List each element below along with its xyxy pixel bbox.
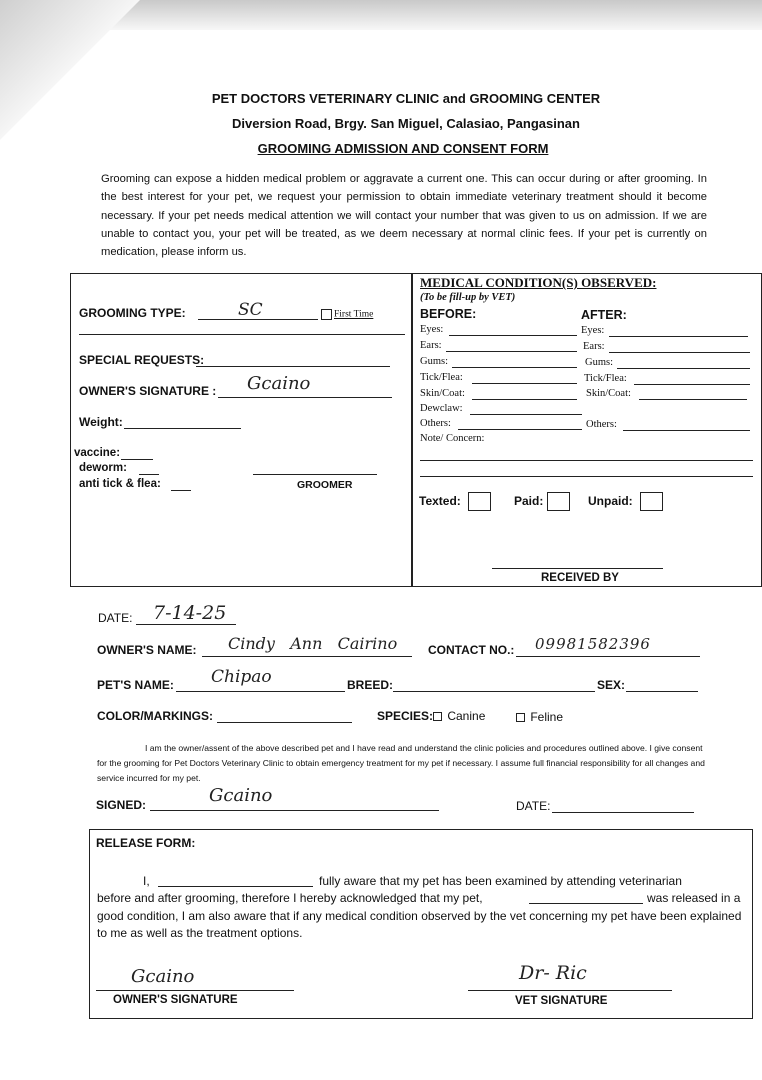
breed-line[interactable]	[393, 691, 595, 692]
before-skin-label: Skin/Coat:	[420, 388, 465, 399]
intro-paragraph: Grooming can expose a hidden medical problem or aggravate a current one. This can occur during or after grooming. In the best interest for your pet, we request your permission to obtain immediate veterinary treatment should it become necessary. If your pet needs medical attention we will contact your number that was given to us on admission. If we are unable to contact you, your pet will be treated, as we deem necessary at normal clinic fees. If your pet is currently on medication, please inform us.	[101, 173, 707, 259]
vaccine-label: vaccine:	[74, 447, 121, 459]
before-tick-line[interactable]	[472, 383, 577, 384]
consent-date-label: DATE:	[516, 799, 551, 813]
date-value[interactable]: 7-14-25	[153, 602, 227, 624]
pet-name-label: PET'S NAME:	[97, 678, 174, 692]
breed-label: BREED:	[347, 678, 394, 692]
unpaid-checkbox[interactable]	[640, 492, 663, 511]
note-line-2[interactable]	[420, 476, 753, 477]
vet-signature-label: VET SIGNATURE	[515, 995, 608, 1007]
texted-checkbox[interactable]	[468, 492, 491, 511]
canine-label: Canine	[447, 709, 486, 723]
weight-label: Weight:	[79, 415, 123, 429]
first-time-label: First Time	[334, 309, 374, 320]
sex-line[interactable]	[626, 691, 698, 692]
before-ears-line[interactable]	[446, 351, 577, 352]
special-requests-label: SPECIAL REQUESTS:	[79, 353, 205, 367]
owner-signature-line[interactable]	[218, 397, 392, 398]
release-pet-line[interactable]	[529, 903, 643, 904]
after-eyes-label: Eyes:	[581, 325, 605, 336]
before-gums-label: Gums:	[420, 356, 449, 367]
species-label: SPECIES:	[377, 709, 434, 723]
signed-handwriting: Gcaino	[209, 785, 273, 806]
first-time-box[interactable]	[321, 309, 332, 320]
received-by-label: RECEIVED BY	[541, 572, 619, 584]
release-line1-text: fully aware that my pet has been examined by attending veterinarian	[319, 874, 682, 888]
release-line2-text: before and after grooming, therefore I hereby acknowledged that my pet,	[97, 891, 483, 905]
texted-label: Texted:	[419, 494, 461, 508]
after-label: AFTER:	[581, 308, 627, 322]
medical-title: MEDICAL CONDITION(S) OBSERVED:	[420, 275, 657, 290]
after-others-label: Others:	[586, 419, 617, 430]
before-gums-line[interactable]	[452, 367, 577, 368]
form-title: GROOMING ADMISSION AND CONSENT FORM	[257, 141, 549, 156]
consent-date-line[interactable]	[552, 812, 694, 813]
species-canine-option[interactable]	[433, 709, 485, 723]
clinic-address: Diversion Road, Brgy. San Miguel, Calasiao, Pangasinan	[232, 116, 580, 131]
after-gums-label: Gums:	[585, 357, 614, 368]
before-label: BEFORE:	[420, 307, 477, 321]
paid-checkbox[interactable]	[547, 492, 570, 511]
release-title: RELEASE FORM:	[96, 836, 196, 850]
grooming-type-label: GROOMING TYPE:	[79, 306, 186, 320]
release-owner-signature-label: OWNER'S SIGNATURE	[113, 994, 238, 1006]
date-label: DATE:	[98, 611, 133, 625]
species-feline-option[interactable]	[516, 710, 563, 724]
release-i: I,	[143, 874, 150, 888]
before-others-label: Others:	[420, 418, 451, 429]
release-owner-signature-line[interactable]	[96, 990, 294, 991]
contact-value[interactable]: 09981582396	[535, 635, 651, 653]
after-skin-label: Skin/Coat:	[586, 388, 631, 399]
consent-text: I am the owner/assent of the above described pet and I have read and understand the clinic policies and procedures outlined above. I give consent for the grooming for Pet Doctors Veterinary Clinic to obtain emergency treatment for my pet if necessary. I assume full financial responsibility for all changes and service incurred for my pet.	[97, 743, 705, 784]
after-ears-label: Ears:	[583, 341, 605, 352]
before-eyes-label: Eyes:	[420, 324, 444, 335]
note-line-1[interactable]	[420, 460, 753, 461]
groomer-line[interactable]	[253, 474, 377, 475]
before-ears-label: Ears:	[420, 340, 442, 351]
grooming-extra-line	[79, 334, 405, 335]
owner-signature-handwriting: Gcaino	[247, 373, 311, 394]
pet-name-value[interactable]: Chipao	[211, 667, 272, 687]
before-tick-label: Tick/Flea:	[420, 372, 463, 383]
after-ears-line[interactable]	[609, 352, 750, 353]
before-dewclaw-line[interactable]	[470, 414, 582, 415]
before-others-line[interactable]	[458, 429, 582, 430]
owner-name-line[interactable]	[202, 656, 412, 657]
before-skin-line[interactable]	[472, 399, 577, 400]
note-concern-label: Note/ Concern:	[420, 433, 485, 444]
release-name-line[interactable]	[158, 886, 313, 887]
owner-name-label: OWNER'S NAME:	[97, 643, 197, 657]
groomer-label: GROOMER	[297, 479, 353, 491]
anti-tick-line[interactable]	[171, 490, 191, 491]
after-gums-line[interactable]	[617, 368, 750, 369]
signed-label: SIGNED:	[96, 798, 147, 812]
paid-label: Paid:	[514, 494, 544, 508]
release-line3-text: good condition, I am also aware that if any medical condition observed by the vet concerning my pet have been explained to me as well as the treatment options.	[97, 909, 742, 940]
box-divider	[411, 274, 413, 587]
vet-signature-line[interactable]	[468, 990, 672, 991]
feline-label: Feline	[530, 710, 564, 724]
deworm-line[interactable]	[139, 474, 159, 475]
owner-name-value[interactable]: Cindy Ann Cairino	[228, 634, 398, 653]
vaccine-line[interactable]	[121, 459, 153, 460]
vet-signature-handwriting: Dr- Ric	[519, 962, 587, 984]
color-markings-line[interactable]	[217, 722, 352, 723]
after-skin-line[interactable]	[639, 399, 747, 400]
anti-tick-label: anti tick & flea:	[79, 478, 161, 490]
unpaid-label: Unpaid:	[588, 494, 633, 508]
medical-subtitle: (To be fill-up by VET)	[420, 292, 516, 303]
special-requests-line[interactable]	[196, 366, 390, 367]
date-line[interactable]	[136, 624, 236, 625]
before-dewclaw-label: Dewclaw:	[420, 403, 463, 414]
sex-label: SEX:	[597, 678, 626, 692]
contact-line[interactable]	[516, 656, 700, 657]
release-line2-end: was released in a	[647, 891, 741, 905]
after-tick-line[interactable]	[634, 384, 750, 385]
canine-checkbox[interactable]	[433, 712, 442, 721]
after-eyes-line[interactable]	[609, 336, 748, 337]
after-tick-label: Tick/Flea:	[584, 373, 627, 384]
color-markings-label: COLOR/MARKINGS:	[97, 709, 213, 723]
weight-line[interactable]	[124, 428, 241, 429]
pet-name-line[interactable]	[176, 691, 345, 692]
before-eyes-line[interactable]	[449, 335, 577, 336]
clinic-name: PET DOCTORS VETERINARY CLINIC and GROOMING CENTER	[211, 91, 601, 106]
deworm-label: deworm:	[79, 462, 127, 474]
owner-signature-label: OWNER'S SIGNATURE :	[79, 384, 217, 398]
release-owner-signature-handwriting: Gcaino	[131, 966, 195, 987]
contact-label: CONTACT NO.:	[428, 643, 515, 657]
feline-checkbox[interactable]	[516, 713, 525, 722]
grooming-type-value[interactable]: SC	[238, 300, 263, 320]
first-time-checkbox[interactable]	[321, 309, 373, 320]
signed-line[interactable]	[150, 810, 439, 811]
received-by-line[interactable]	[492, 568, 663, 569]
after-others-line[interactable]	[623, 430, 750, 431]
